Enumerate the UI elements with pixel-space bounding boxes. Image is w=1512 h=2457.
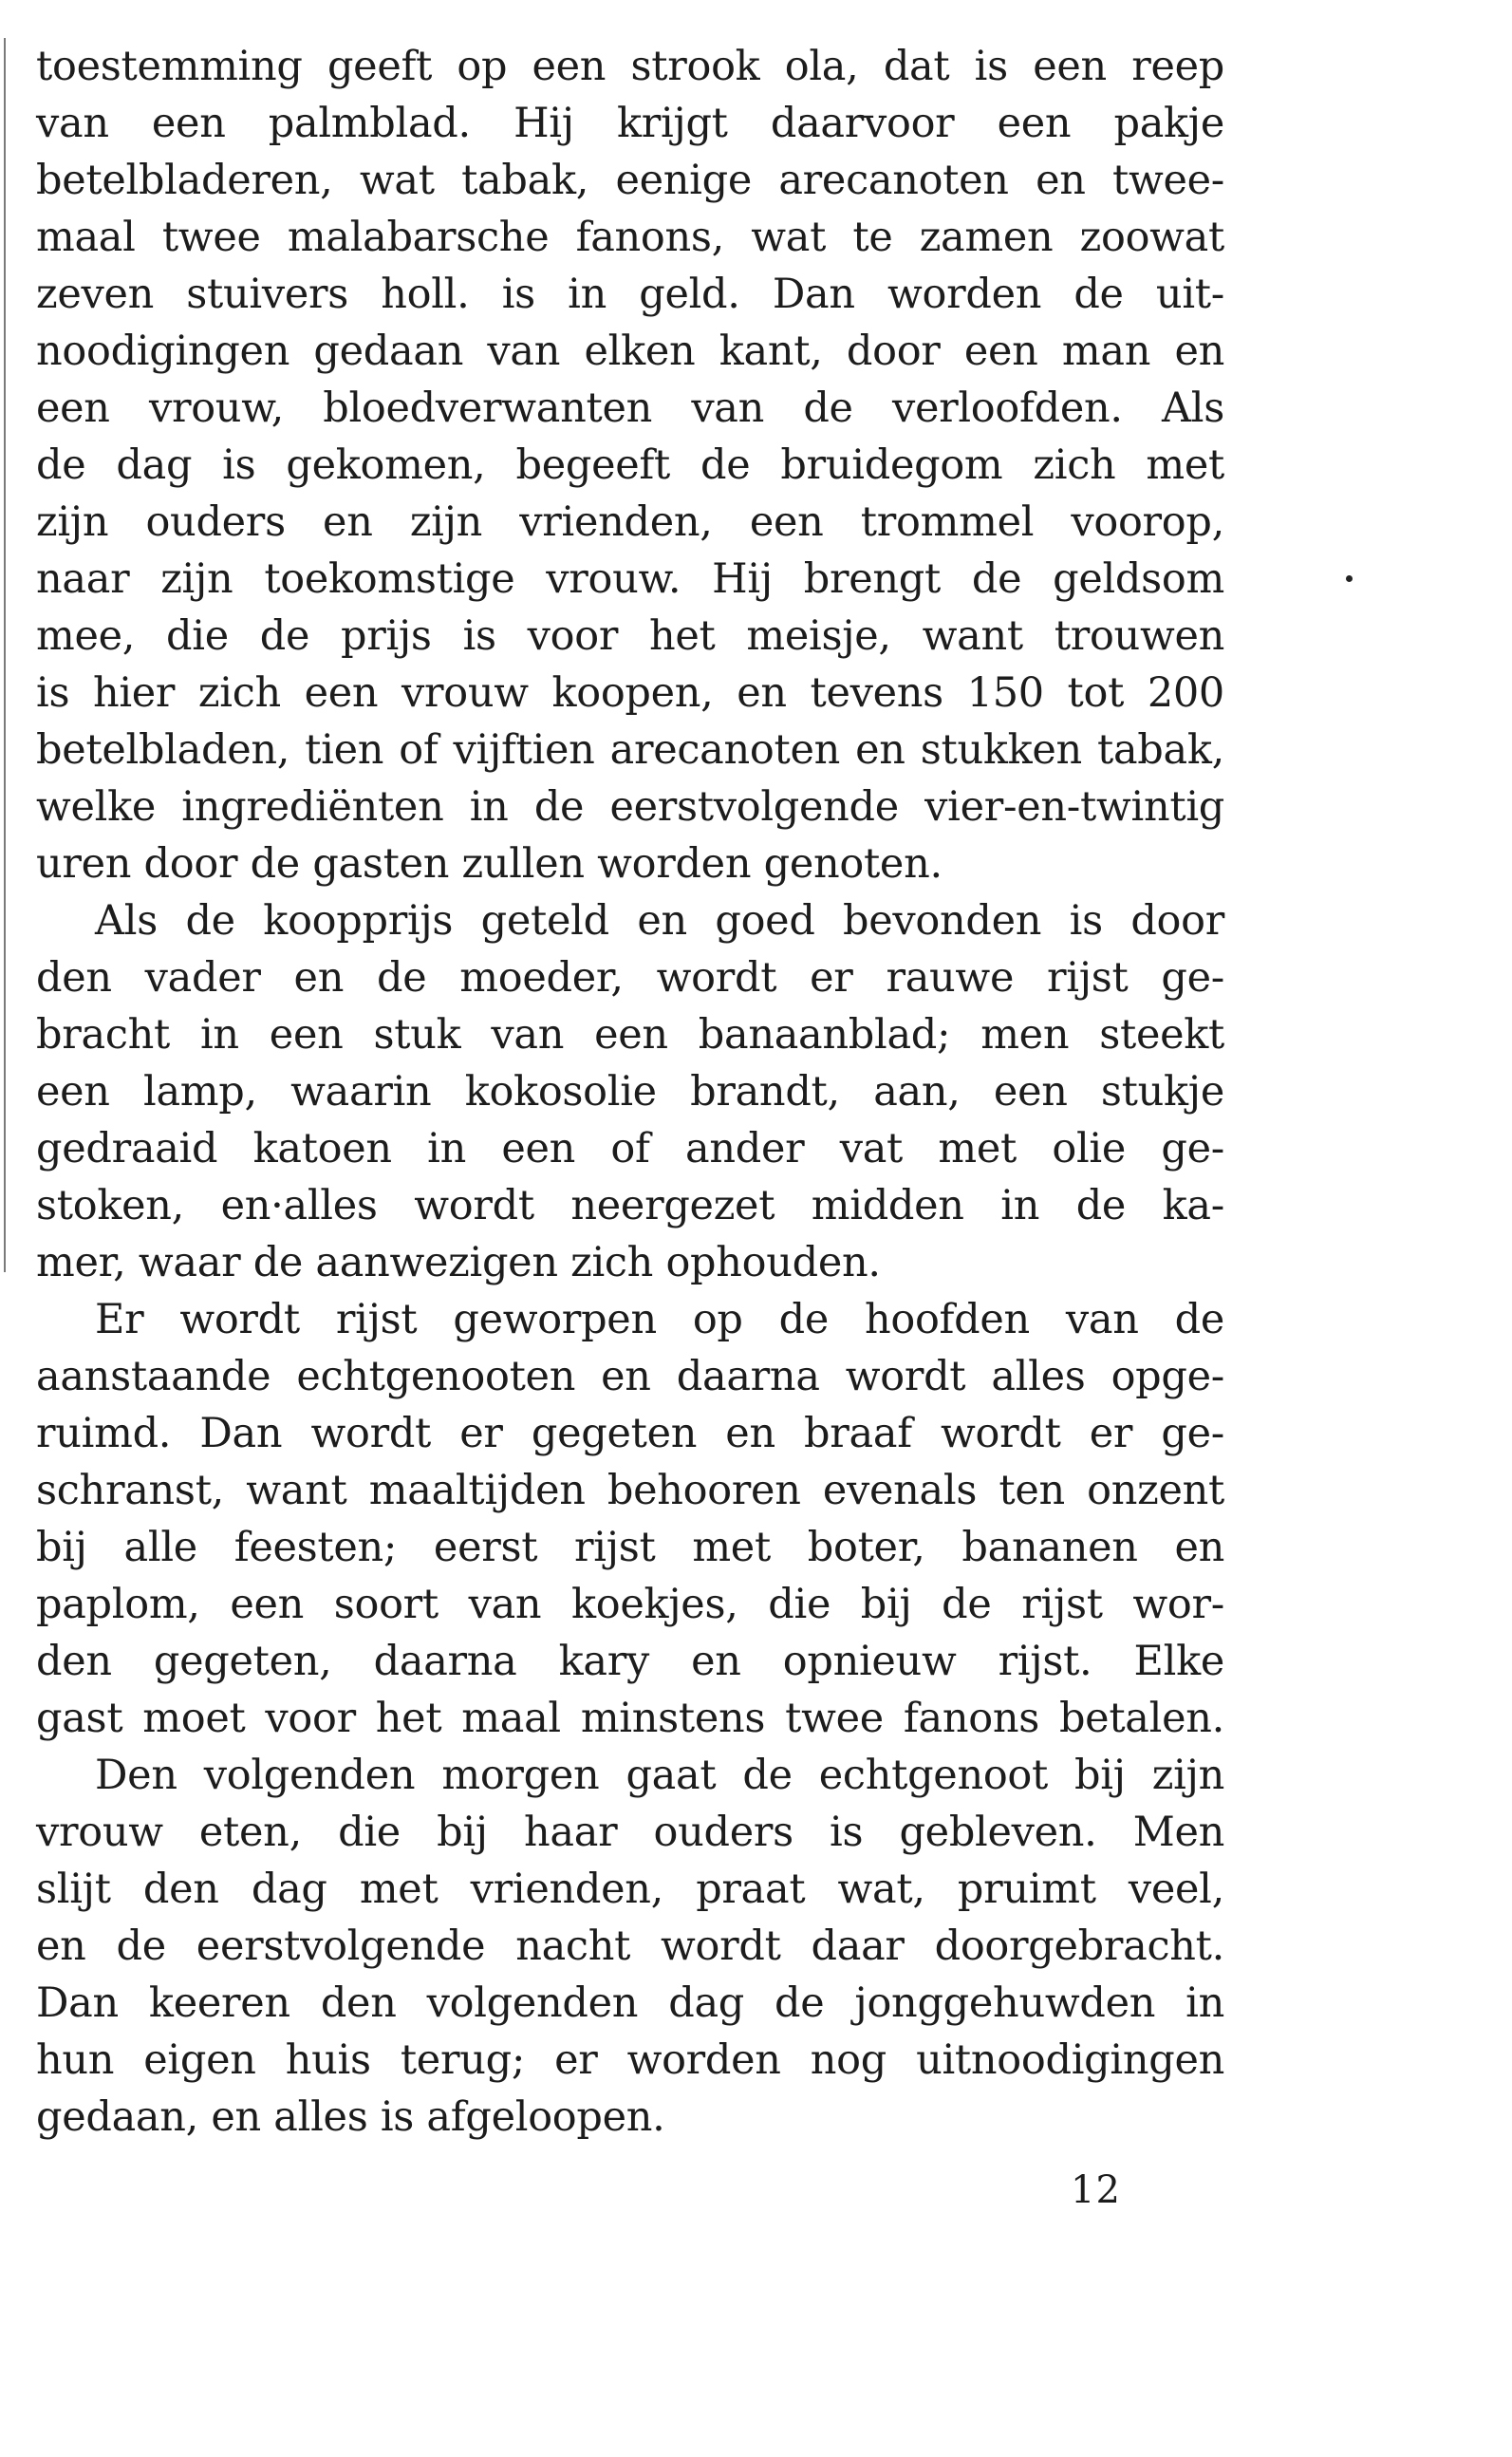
text-line: gedraaid katoen in een of ander vat met olie ge-: [36, 1125, 1224, 1172]
text-line: een lamp, waarin kokosolie brandt, aan, een stukje: [36, 1068, 1224, 1116]
text-line: uren door de gasten zullen worden genoten.: [36, 840, 943, 888]
text-line: ruimd. Dan wordt er gegeten en braaf wordt er ge-: [36, 1410, 1224, 1457]
text-line: welke ingrediënten in de eerstvolgende vier-en-twintig: [36, 783, 1224, 831]
text-line: stoken, en·alles wordt neergezet midden in de ka-: [36, 1182, 1224, 1229]
text-line: gast moet voor het maal minstens twee fanons betalen.: [36, 1695, 1224, 1742]
text-line: de dag is gekomen, begeeft de bruidegom zich met: [36, 441, 1224, 489]
text-line: Den volgenden morgen gaat de echtgenoot bij zijn: [95, 1752, 1224, 1799]
text-line: paplom, een soort van koekjes, die bij de rijst wor-: [36, 1581, 1224, 1628]
text-line: mee, die de prijs is voor het meisje, want trouwen: [36, 612, 1224, 660]
text-line: zeven stuivers holl. is in geld. Dan worden de uit-: [36, 271, 1224, 318]
text-line: aanstaande echtgenooten en daarna wordt alles opge-: [36, 1353, 1224, 1400]
text-line: den vader en de moeder, wordt er rauwe rijst ge-: [36, 954, 1224, 1002]
ink-speck: [1346, 575, 1353, 582]
text-line: en de eerstvolgende nacht wordt daar doorgebracht.: [36, 1922, 1224, 1970]
text-line: van een palmblad. Hij krijgt daarvoor een pakje: [36, 100, 1224, 147]
text-line: betelbladen, tien of vijftien arecanoten en stukken tabak,: [36, 726, 1224, 774]
text-line: bracht in een stuk van een banaanblad; men steekt: [36, 1011, 1224, 1059]
text-line: noodigingen gedaan van elken kant, door een man en: [36, 328, 1224, 375]
scan-margin-rule: [4, 38, 6, 1272]
text-line: hun eigen huis terug; er worden nog uitnoodigingen: [36, 2036, 1224, 2084]
text-line: maal twee malabarsche fanons, wat te zamen zoowat: [36, 214, 1224, 261]
text-line: mer, waar de aanwezigen zich ophouden.: [36, 1239, 881, 1286]
text-line: zijn ouders en zijn vrienden, een trommel voorop,: [36, 498, 1224, 546]
text-line: Als de koopprijs geteld en goed bevonden is door: [95, 897, 1224, 945]
text-line: een vrouw, bloedverwanten van de verloofden. Als: [36, 384, 1224, 432]
text-line: gedaan, en alles is afgeloopen.: [36, 2093, 665, 2141]
text-line: is hier zich een vrouw koopen, en tevens 150 tot 200: [36, 669, 1224, 717]
text-line: Dan keeren den volgenden dag de jonggehuwden in: [36, 1979, 1224, 2027]
text-line: slijt den dag met vrienden, praat wat, pruimt veel,: [36, 1866, 1224, 1913]
text-line: naar zijn toekomstige vrouw. Hij brengt de geldsom: [36, 555, 1224, 603]
text-line: toestemming geeft op een strook ola, dat is een reep: [36, 43, 1224, 90]
text-line: bij alle feesten; eerst rijst met boter, bananen en: [36, 1524, 1224, 1571]
text-line: schranst, want maaltijden behooren evenals ten onzent: [36, 1467, 1224, 1514]
text-line: betelbladeren, wat tabak, eenige arecanoten en twee-: [36, 157, 1224, 204]
text-line: den gegeten, daarna kary en opnieuw rijst. Elke: [36, 1638, 1224, 1685]
page-number: 12: [1071, 2168, 1121, 2212]
text-line: Er wordt rijst geworpen op de hoofden van de: [95, 1296, 1224, 1343]
text-line: vrouw eten, die bij haar ouders is gebleven. Men: [36, 1809, 1224, 1856]
